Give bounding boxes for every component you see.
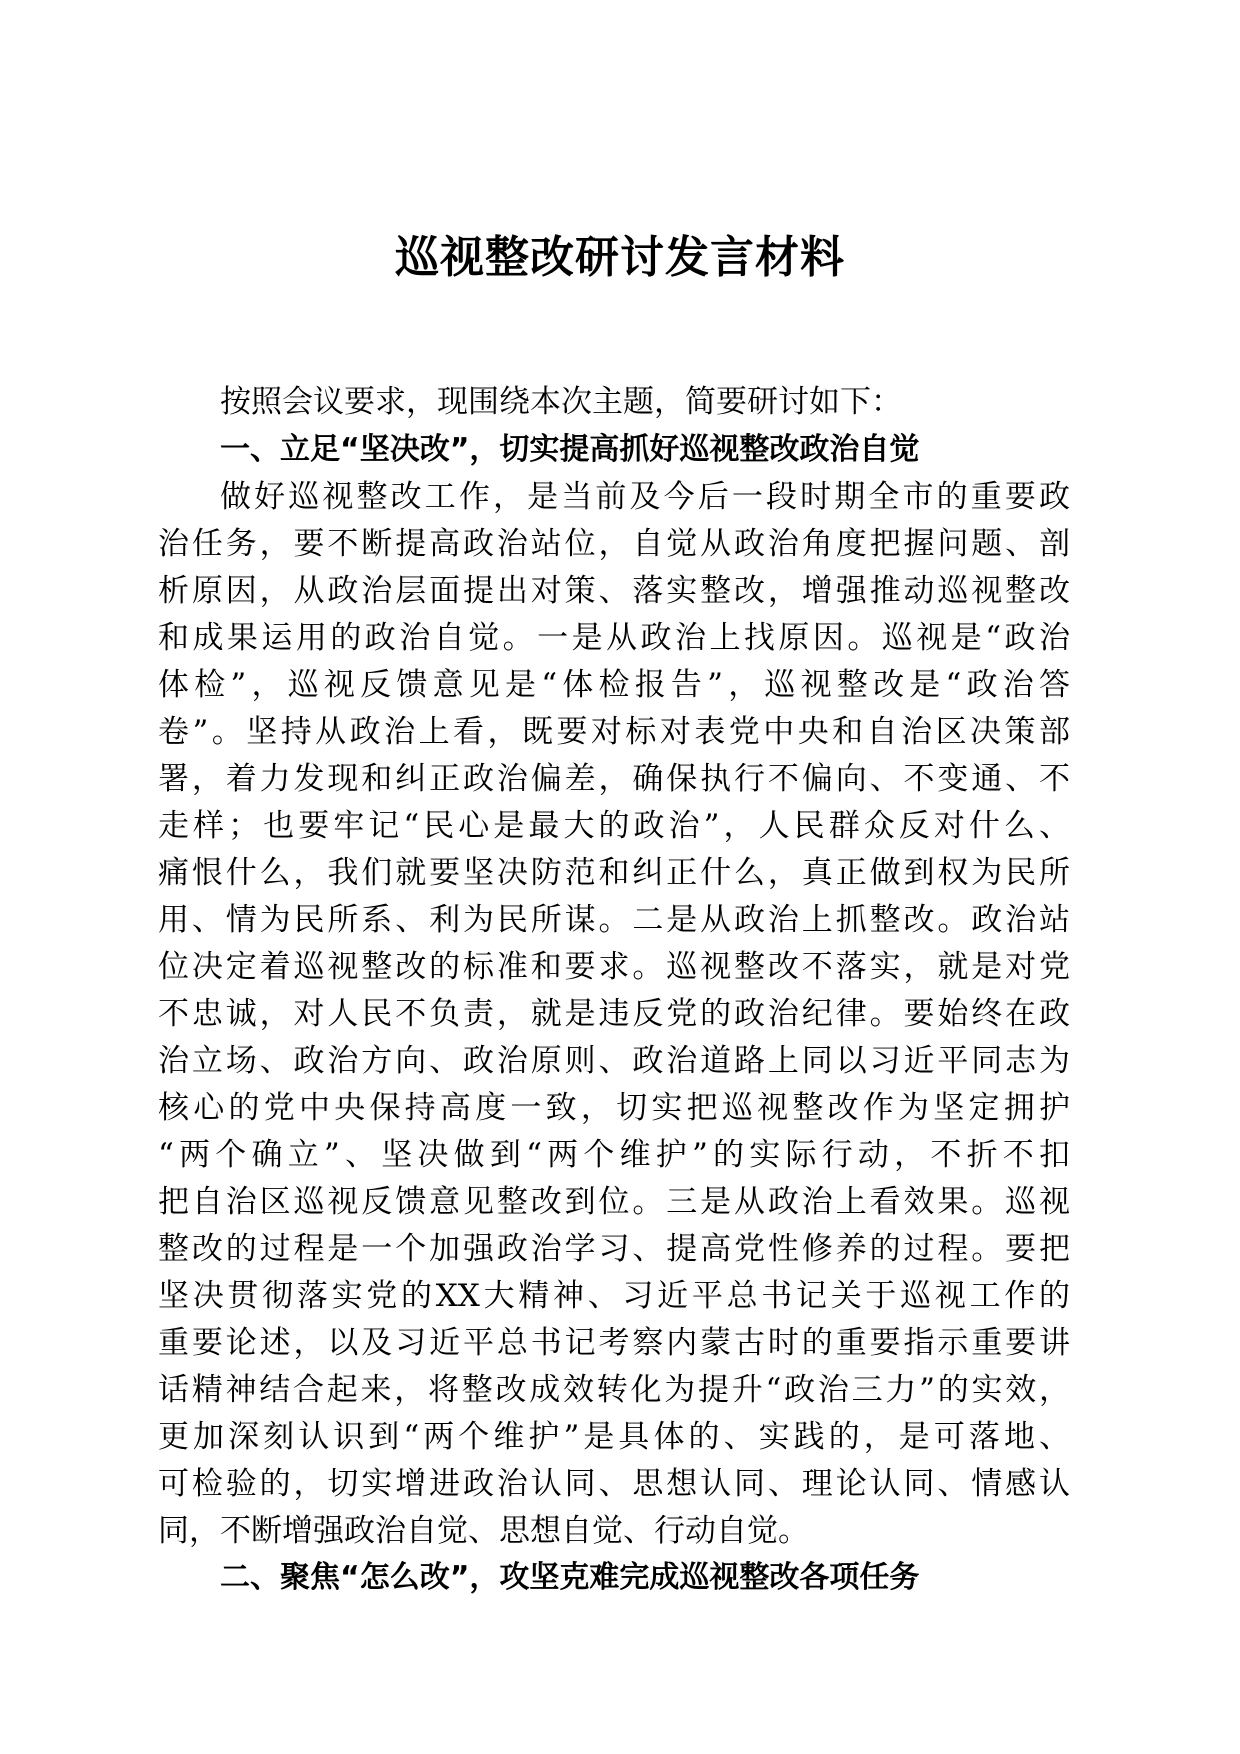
paragraph-line: 析原因，从政治层面提出对策、落实整改，增强推动巡视整改 <box>158 573 1070 609</box>
paragraph-line-last: 同，不断增强政治自觉、思想自觉、行动自觉。 <box>158 1513 809 1549</box>
paragraph-line: 核心的党中央保持高度一致，切实把巡视整改作为坚定拥护 <box>158 1090 1070 1126</box>
section-heading-2: 二、聚焦“怎么改”，攻坚克难完成巡视整改各项任务 <box>220 1560 920 1595</box>
section-heading-1: 一、立足“坚决改”，切实提高抓好巡视整改政治自觉 <box>220 432 920 467</box>
paragraph-line: 可检验的，切实增进政治认同、思想认同、理论认同、情感认 <box>158 1466 1070 1502</box>
paragraph-line: 坚决贯彻落实党的XX大精神、习近平总书记关于巡视工作的 <box>158 1278 1070 1314</box>
paragraph-line: 卷”。坚持从政治上看，既要对标对表党中央和自治区决策部 <box>158 714 1070 750</box>
paragraph-line: 和成果运用的政治自觉。一是从政治上找原因。巡视是“政治 <box>158 620 1070 656</box>
paragraph-line: 走样；也要牢记“民心是最大的政治”，人民群众反对什么、 <box>158 808 1070 844</box>
paragraph-line: 做好巡视整改工作，是当前及今后一段时期全市的重要政 <box>220 479 1070 515</box>
document-title: 巡视整改研讨发言材料 <box>395 232 845 283</box>
paragraph-line: 署，着力发现和纠正政治偏差，确保执行不偏向、不变通、不 <box>158 761 1070 797</box>
paragraph-line: 更加深刻认识到“两个维护”是具体的、实践的，是可落地、 <box>158 1419 1070 1455</box>
paragraph-line: 重要论述，以及习近平总书记考察内蒙古时的重要指示重要讲 <box>158 1325 1070 1361</box>
paragraph-line: 痛恨什么，我们就要坚决防范和纠正什么，真正做到权为民所 <box>158 855 1070 891</box>
paragraph-line: 不忠诚，对人民不负责，就是违反党的政治纪律。要始终在政 <box>158 996 1070 1032</box>
paragraph-line: 话精神结合起来，将整改成效转化为提升“政治三力”的实效， <box>158 1372 1070 1408</box>
intro-paragraph: 按照会议要求，现围绕本次主题，简要研讨如下： <box>220 384 902 420</box>
paragraph-line: 治任务，要不断提高政治站位，自觉从政治角度把握问题、剖 <box>158 526 1070 562</box>
paragraph-line: 把自治区巡视反馈意见整改到位。三是从政治上看效果。巡视 <box>158 1184 1070 1220</box>
paragraph-line: 体检”，巡视反馈意见是“体检报告”，巡视整改是“政治答 <box>158 667 1070 703</box>
paragraph-line: 整改的过程是一个加强政治学习、提高党性修养的过程。要把 <box>158 1231 1070 1267</box>
paragraph-line: “两个确立”、坚决做到“两个维护”的实际行动，不折不扣 <box>158 1137 1070 1173</box>
paragraph-line: 位决定着巡视整改的标准和要求。巡视整改不落实，就是对党 <box>158 949 1070 985</box>
paragraph-line: 用、情为民所系、利为民所谋。二是从政治上抓整改。政治站 <box>158 902 1070 938</box>
paragraph-line: 治立场、政治方向、政治原则、政治道路上同以习近平同志为 <box>158 1043 1070 1079</box>
